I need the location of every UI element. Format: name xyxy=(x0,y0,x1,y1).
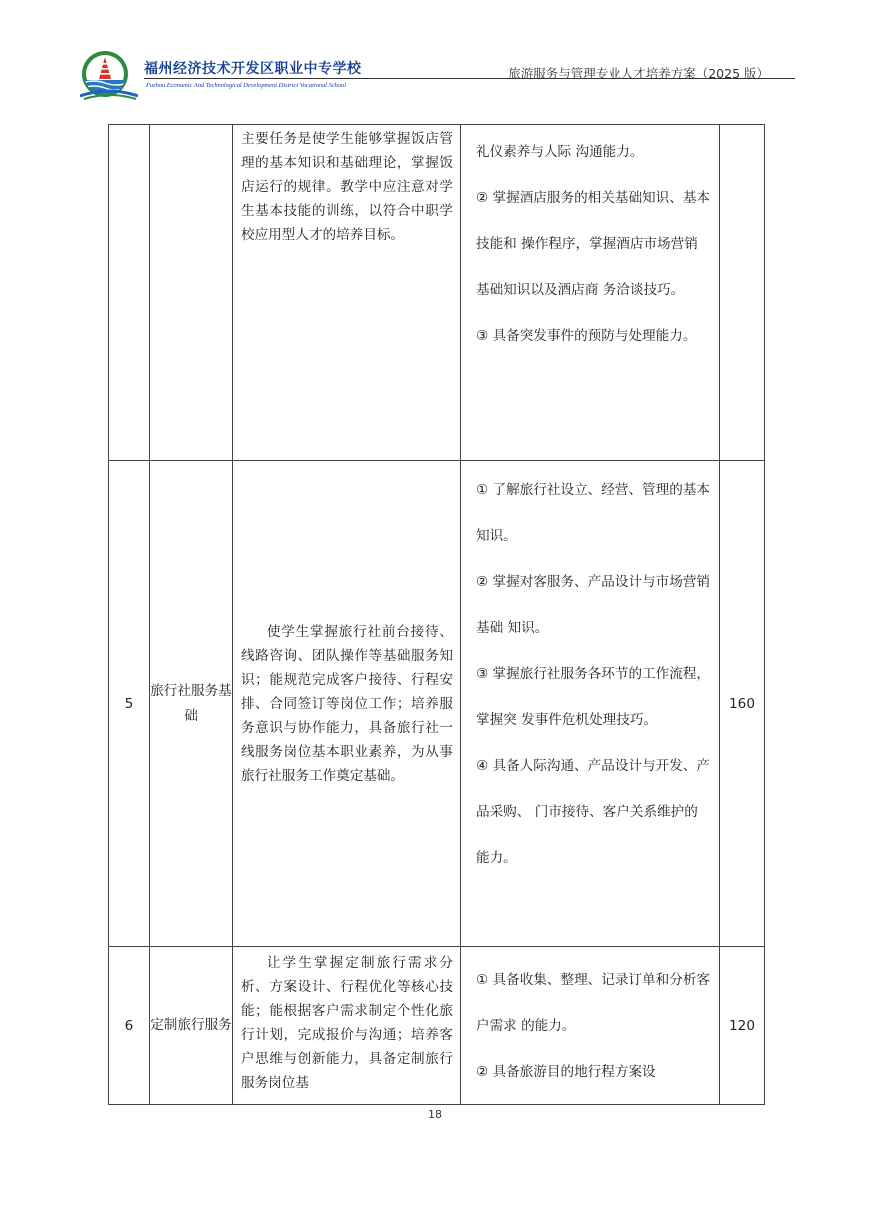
course-description: 主要任务是使学生能够掌握饭店管理的基本知识和基础理论，掌握饭店运行的规律。教学中应注意对学生基本技能的训练，以符合中职学校应用型人才的培养目标。 xyxy=(233,125,461,461)
document-title: 旅游服务与管理专业人才培养方案（2025 版） xyxy=(508,66,769,81)
requirement-item: ② 掌握对客服务、产品设计与市场营销基础 知识。 xyxy=(476,574,711,636)
course-number: 5 xyxy=(109,461,150,947)
school-name-en: Fuzhou Economic And Technological Development District Vocational School xyxy=(146,82,347,89)
header-rule xyxy=(144,78,795,79)
table-row xyxy=(109,461,765,947)
course-table xyxy=(108,124,765,1105)
requirement-item: 礼仪素养与人际 沟通能力。 xyxy=(476,144,644,160)
requirement-item: ① 具备收集、整理、记录订单和分析客户需求 的能力。 xyxy=(476,972,711,1034)
course-requirements xyxy=(461,461,720,947)
requirement-item: ③ 掌握旅行社服务各环节的工作流程，掌握突 发事件危机处理技巧。 xyxy=(476,666,711,728)
course-number: 6 xyxy=(109,947,150,1105)
page-number: 18 xyxy=(428,1108,442,1121)
course-description: 使学生掌握旅行社前台接待、线路咨询、团队操作等基础服务知识；能规范完成客户接待、行程安排、合同签订等岗位工作；培养服务意识与协作能力，具备旅行社一线服务岗位基本职业素养，为从事旅行社服务工作奠定基础。 xyxy=(233,461,461,947)
requirement-item: ④ 具备人际沟通、产品设计与开发、产品采购、 门市接待、客户关系维护的能力。 xyxy=(476,758,711,866)
course-name: 定制旅行服务 xyxy=(150,947,233,1105)
requirement-item: ② 掌握酒店服务的相关基础知识、基本技能和 操作程序，掌握酒店市场营销基础知识以及酒店商 务洽谈技巧。 xyxy=(476,190,711,298)
course-requirements xyxy=(461,947,720,1105)
course-hours: 120 xyxy=(720,947,765,1105)
course-hours xyxy=(720,125,765,461)
course-requirements xyxy=(461,125,720,461)
requirement-item: ③ 具备突发事件的预防与处理能力。 xyxy=(476,328,697,344)
page-header xyxy=(80,50,795,105)
course-name: 旅行社服务基础 xyxy=(150,461,233,947)
course-description: 让学生掌握定制旅行需求分析、方案设计、行程优化等核心技能；能根据客户需求制定个性化旅行计划，完成报价与沟通；培养客户思维与创新能力，具备定制旅行服务岗位基 xyxy=(233,947,461,1105)
course-number xyxy=(109,125,150,461)
school-name-cn: 福州经济技术开发区职业中专学校 xyxy=(144,61,362,77)
table-row xyxy=(109,125,765,461)
requirement-item: ① 了解旅行社设立、经营、管理的基本知识。 xyxy=(476,482,711,544)
table-row xyxy=(109,947,765,1105)
course-hours: 160 xyxy=(720,461,765,947)
course-name xyxy=(150,125,233,461)
requirement-item: ② 具备旅游目的地行程方案设 xyxy=(476,1064,656,1080)
school-logo-icon xyxy=(80,50,138,100)
